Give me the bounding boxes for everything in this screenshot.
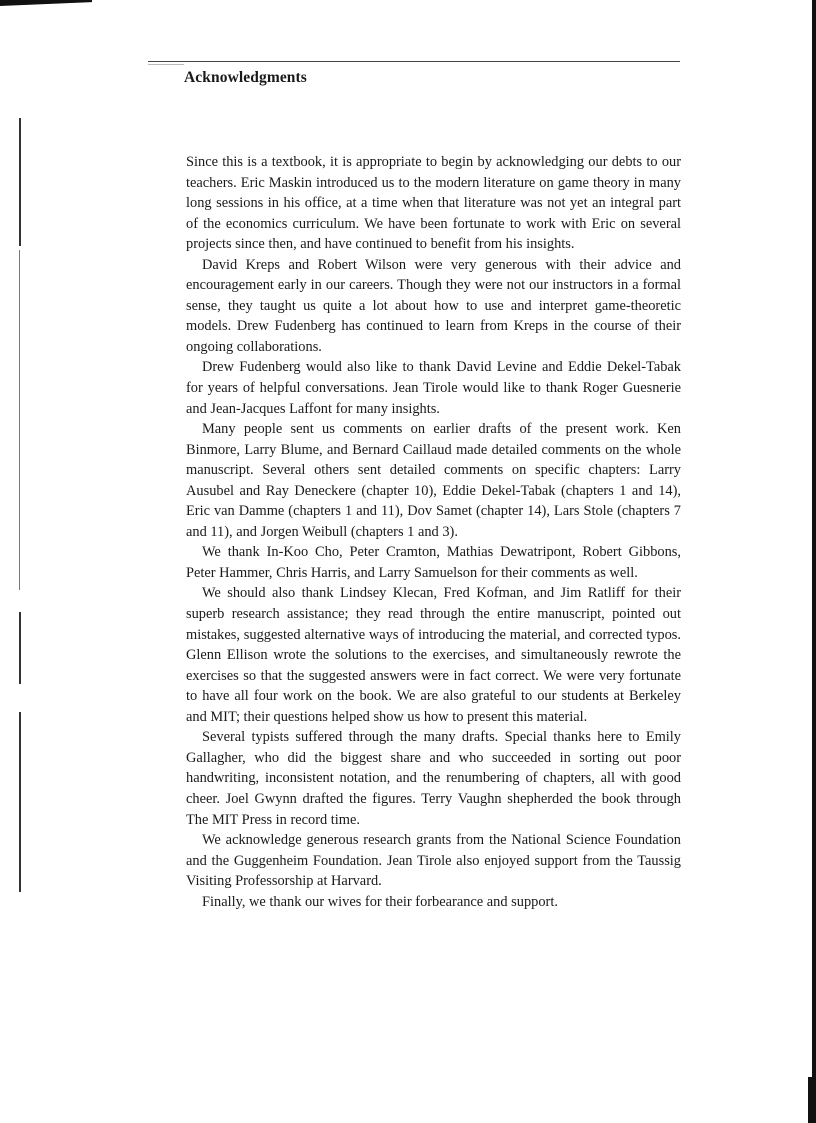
scan-bottom-corner [808,1077,816,1123]
paragraph: Finally, we thank our wives for their forbearance and support. [202,893,558,910]
margin-binding-line [19,250,20,590]
paragraph: We should also thank Lindsey Klecan, Fred Kofman, and Jim Ratliff for their superb research assistance; they read through the entire manuscript, pointed out mistakes, suggested alternative ways of introducing the material, and corrected typos. Glenn Ellison wrote the solutions to the exercises, and simultaneously rewrote the exercises so that the suggested answers were in fact correct. We were very fortunate to have all four work on the book. We are also grateful to our students at Berkeley and MIT; their questions helped show us how to present this material. [186,585,681,725]
header-rule-faint [148,64,184,65]
paragraph: Several typists suffered through the many drafts. Special thanks here to Emily Gallagher, who did the biggest share and who succeeded in sorting out poor handwriting, inconsistent notation, and the renumbering of chapters, all with good cheer. Joel Gwynn drafted the figures. Terry Vaughn shepherded the book through The MIT Press in record time. [186,729,681,828]
margin-binding-line [19,118,21,246]
paragraph: We acknowledge generous research grants from the National Science Foundation and the Guggenheim Foundation. Jean Tirole also enjoyed support from the Taussig Visiting Professorship at Harvard. [186,832,681,890]
paragraph: Many people sent us comments on earlier drafts of the present work. Ken Binmore, Larry Blume, and Bernard Caillaud made detailed comments on the whole manuscript. Several others sent detailed comments on specific chapters: Larry Ausubel and Ray Deneckere (chapter 10), Eddie Dekel-Tabak (chapters 1 and 14), Eric van Damme (chapters 1 and 11), Dov Samet (chapter 14), Lars Stole (chapters 7 and 11), and Jorgen Weibull (chapters 1 and 3). [186,421,681,540]
margin-binding-line [19,712,21,892]
header-rule [148,61,680,62]
margin-binding-line [19,612,21,684]
paragraph: We thank In-Koo Cho, Peter Cramton, Mathias Dewatripont, Robert Gibbons, Peter Hammer, Chris Harris, and Larry Samuelson for their comments as well. [186,544,681,581]
scan-right-edge [812,0,816,1123]
page-title: Acknowledgments [184,69,307,86]
paragraph: David Kreps and Robert Wilson were very generous with their advice and encouragement early in our careers. Though they were not our instructors in a formal sense, they taught us quite a lot about how to use and interpret game-theoretic models. Drew Fudenberg has continued to learn from Kreps in the course of their ongoing collaborations. [186,256,681,355]
paragraph: Drew Fudenberg would also like to thank David Levine and Eddie Dekel-Tabak for years of helpful conversations. Jean Tirole would like to thank Roger Guesnerie and Jean-Jacques Laffont for many insights. [186,359,681,417]
scan-corner-mark [0,0,92,6]
paragraph: Since this is a textbook, it is appropriate to begin by acknowledging our debts to our teachers. Eric Maskin introduced us to the modern literature on game theory in many long sessions in his office, at a time when that literature was not yet an integral part of the economics curriculum. We have been fortunate to work with Eric on several projects since then, and have continued to benefit from his insights. [186,154,681,253]
body-text [186,152,681,912]
